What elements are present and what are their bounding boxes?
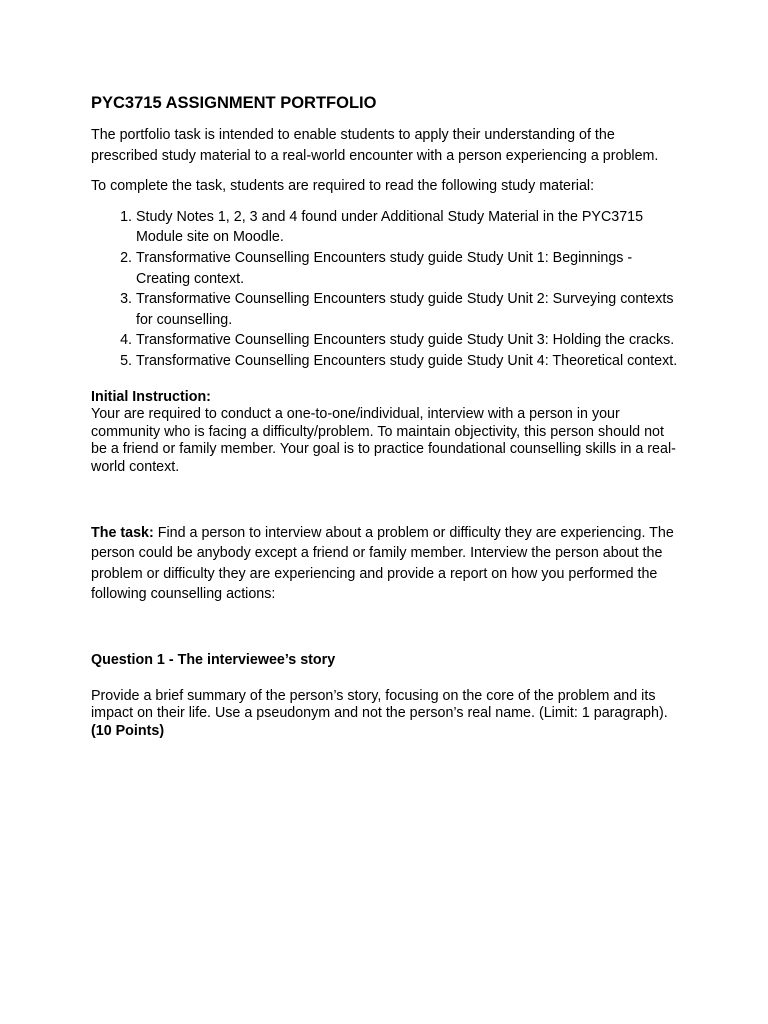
list-item: 5. Transformative Counselling Encounters study guide Study Unit 4: Theoretical context. (136, 351, 681, 372)
question-1-text (91, 688, 681, 741)
task-paragraph (91, 523, 681, 605)
task-text: Find a person to interview about a problem or difficulty they are experiencing. The person could be anybody except a friend or family member. Interview the person about the problem or difficulty they are experiencing and provide a report on how you performed the following counselling actions: (91, 524, 674, 603)
list-item: 3. Transformative Counselling Encounters study guide Study Unit 2: Surveying contexts for counselling. (136, 289, 681, 330)
initial-instruction-section (91, 389, 681, 477)
initial-instruction-heading: Initial Instruction: (91, 388, 211, 405)
question-1-description: Provide a brief summary of the person’s story, focusing on the core of the problem and its impact on their life. Use a pseudonym and not the person’s real name. (Limit: 1 paragraph). (91, 687, 668, 722)
question-1-heading: Question 1 - The interviewee’s story (91, 651, 336, 668)
document-title: PYC3715 ASSIGNMENT PORTFOLIO (91, 94, 377, 112)
reading-instruction: To complete the task, students are required to read the following study material: (91, 178, 595, 195)
initial-instruction-text: Your are required to conduct a one-to-one/individual, interview with a person in your community who is facing a difficulty/problem. To maintain objectivity, this person should not be a friend or family member. Your goal is to practice foundational counselling skills in a real-world context. (91, 406, 676, 475)
list-item: 1. Study Notes 1, 2, 3 and 4 found under Additional Study Material in the PYC3715 Module site on Moodle. (136, 207, 681, 248)
document-page (91, 93, 681, 741)
intro-paragraph: The portfolio task is intended to enable students to apply their understanding of the prescribed study material to a real-world encounter with a person experiencing a problem. (91, 127, 659, 164)
question-1-points: (10 Points) (91, 723, 165, 740)
list-item: 2. Transformative Counselling Encounters study guide Study Unit 1: Beginnings - Creating context. (136, 248, 681, 289)
task-label: The task: (91, 524, 154, 541)
list-item: 4. Transformative Counselling Encounters study guide Study Unit 3: Holding the cracks. (136, 330, 681, 351)
study-material-list (91, 207, 681, 372)
